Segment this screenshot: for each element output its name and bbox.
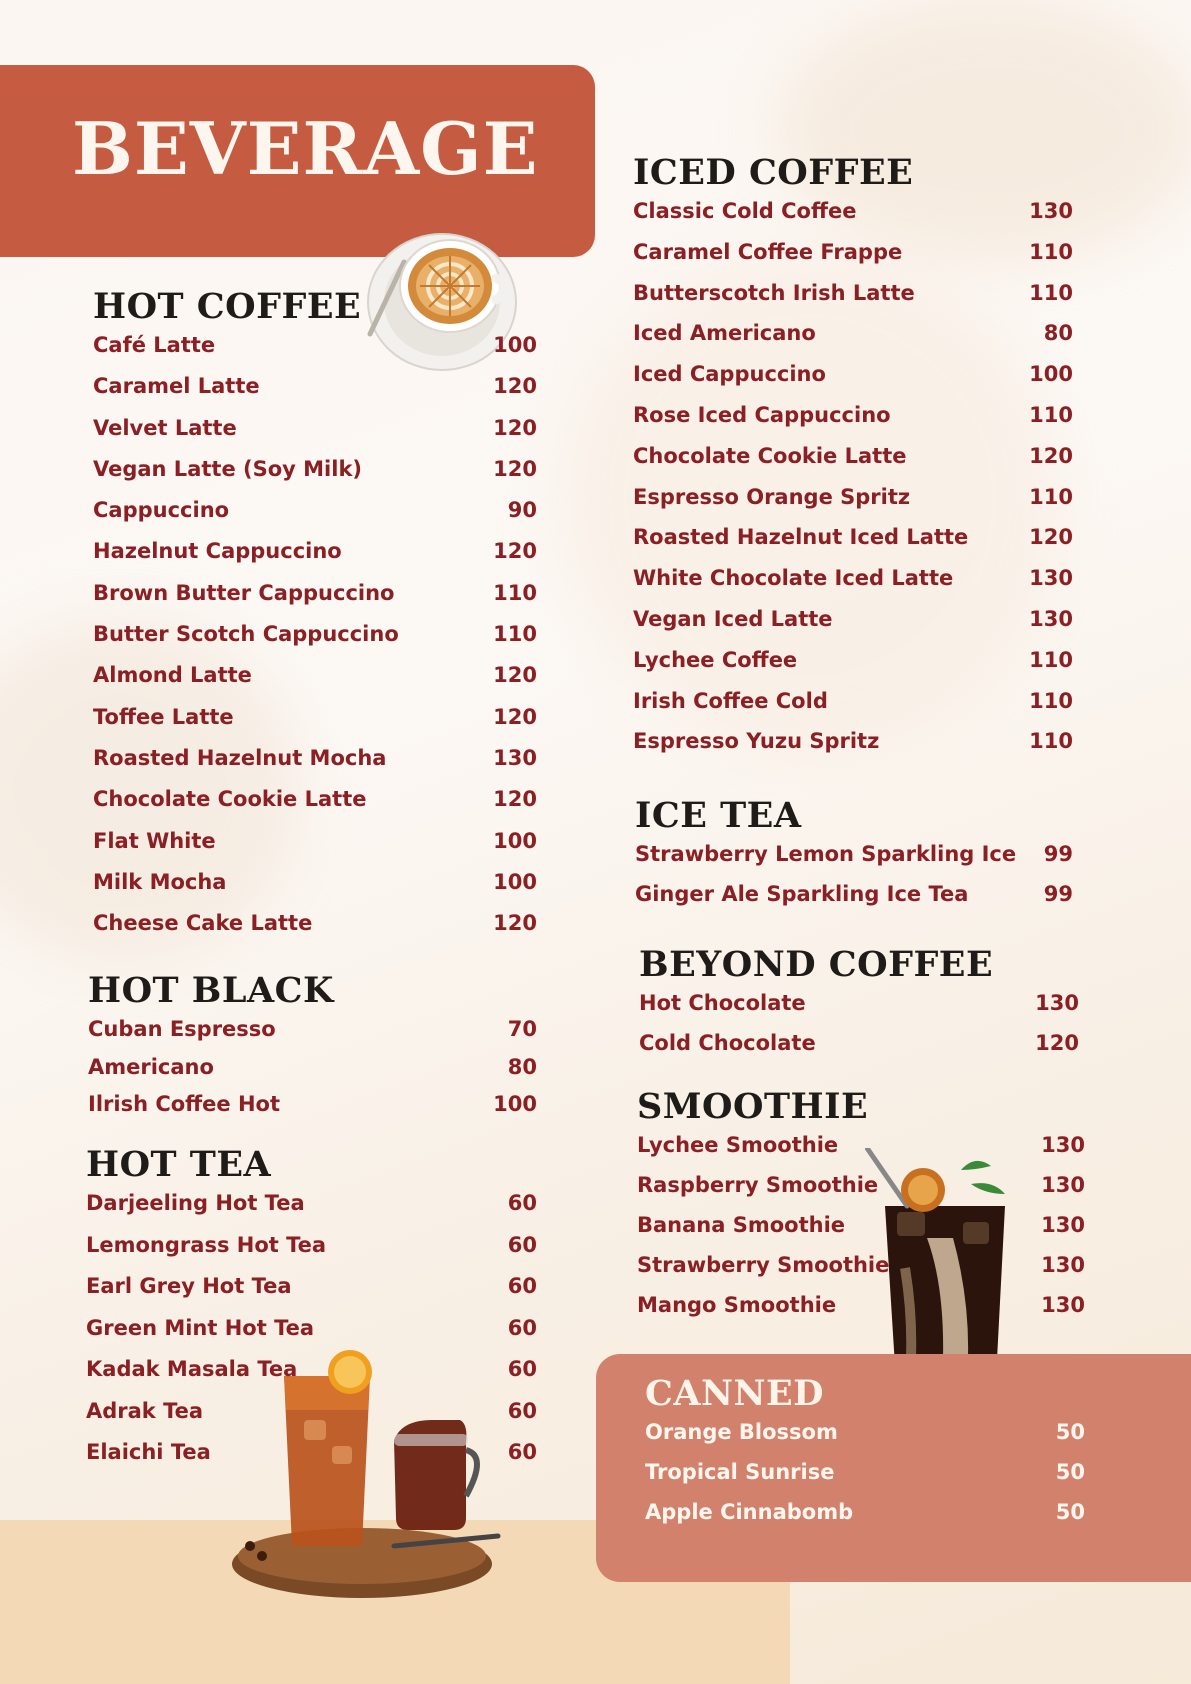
menu-item-price: 60 [507,1232,537,1257]
menu-item-name: Butter Scotch Cappuccino [93,622,399,647]
menu-item-price: 110 [1029,402,1073,427]
menu-item-price: 120 [493,911,537,936]
menu-item-name: Café Latte [93,333,216,357]
menu-item [633,607,1073,648]
menu-item-price: 60 [507,1398,537,1423]
menu-item-price: 130 [1041,1293,1085,1317]
menu-item [633,648,1073,689]
menu-item-name: Orange Blossom [645,1420,838,1444]
menu-item-price: 130 [1029,566,1073,591]
menu-item-name: Raspberry Smoothie [637,1173,879,1197]
menu-item [637,1173,1085,1213]
item-list [635,842,1073,922]
menu-item-price: 120 [493,787,537,812]
menu-item-price: 120 [493,456,537,481]
menu-item-name: Espresso Orange Spritz [633,484,911,509]
menu-item [86,1357,537,1399]
menu-item-name: Lychee Smoothie [637,1133,839,1157]
menu-item-price: 110 [1029,647,1073,672]
menu-item-price: 99 [1043,882,1073,906]
menu-item-name: Strawberry Lemon Sparkling Ice [635,842,1017,866]
menu-item-name: Elaichi Tea [86,1440,211,1464]
menu-item-name: Hazelnut Cappuccino [93,539,342,564]
menu-item [93,663,537,704]
menu-item-name: Tropical Sunrise [645,1460,835,1484]
menu-item-price: 110 [493,580,537,605]
section-heading: ICE TEA [635,795,802,836]
menu-item-price: 50 [1055,1500,1085,1524]
menu-item-name: Caramel Latte [93,374,260,399]
menu-item-price: 120 [493,704,537,729]
menu-item-price: 130 [493,745,537,770]
menu-item [88,1092,537,1130]
section-hot-black [88,970,537,1130]
menu-item-price: 120 [493,663,537,688]
section-heading: ICED COFFEE [633,152,914,193]
menu-item-price: 100 [493,1092,537,1116]
menu-item-name: Cappuccino [93,498,230,523]
menu-item [93,622,537,663]
menu-item-name: Caramel Coffee Frappe [633,239,903,264]
menu-item-price: 130 [1041,1173,1085,1197]
menu-item-name: Roasted Hazelnut Mocha [93,745,387,770]
menu-item-price: 60 [507,1315,537,1340]
section-heading: HOT COFFEE [93,286,362,327]
menu-item-price: 110 [1029,729,1073,754]
menu-item-price: 120 [493,374,537,399]
menu-item [633,281,1073,322]
menu-item-name: Toffee Latte [93,704,234,729]
menu-item-name: Strawberry Smoothie [637,1253,890,1277]
menu-item-price: 120 [1035,1031,1079,1055]
menu-item [637,1253,1085,1293]
menu-item [93,539,537,580]
menu-item [635,882,1073,922]
section-heading: HOT BLACK [88,970,334,1011]
menu-item-price: 80 [507,1054,537,1079]
section-smoothie [637,1086,1085,1333]
menu-item [93,498,537,539]
menu-item-name: Cold Chocolate [639,1031,816,1055]
section-heading: CANNED [645,1373,825,1414]
menu-item [633,525,1073,566]
menu-item [639,991,1079,1031]
menu-item-price: 100 [493,333,537,357]
section-beyond-coffee [639,944,1079,1071]
menu-item-name: Iced Cappuccino [633,362,826,387]
menu-item-price: 130 [1041,1213,1085,1237]
menu-item-name: Green Mint Hot Tea [86,1315,315,1340]
menu-item [86,1399,537,1441]
section-hot-coffee [93,286,537,952]
item-list [645,1420,1085,1540]
menu-item [633,403,1073,444]
menu-item [88,1017,537,1055]
menu-item-price: 120 [493,539,537,564]
menu-item-price: 110 [493,622,537,647]
menu-item-price: 120 [1029,525,1073,550]
menu-item-price: 60 [507,1440,537,1464]
menu-item-name: Chocolate Cookie Latte [93,787,367,812]
menu-item-name: Classic Cold Coffee [633,199,857,223]
menu-item-price: 60 [507,1357,537,1381]
menu-item [645,1460,1085,1500]
menu-item-name: Adrak Tea [86,1398,204,1423]
menu-item [93,416,537,457]
menu-item-price: 50 [1055,1420,1085,1444]
menu-item-name: Chocolate Cookie Latte [633,443,907,468]
menu-item-price: 100 [493,869,537,894]
menu-item-name: Hot Chocolate [639,991,806,1015]
menu-item [93,829,537,870]
menu-item-price: 130 [1041,1253,1085,1277]
page-title: BEVERAGE [72,106,539,191]
menu-item [93,705,537,746]
menu-item [93,581,537,622]
menu-item-price: 100 [1029,362,1073,387]
menu-item [633,444,1073,485]
menu-item-name: Brown Butter Cappuccino [93,580,395,605]
menu-item [633,321,1073,362]
menu-item-price: 120 [1029,443,1073,468]
section-canned [645,1373,1085,1540]
menu-item-price: 70 [507,1017,537,1041]
menu-item-price: 110 [1029,280,1073,305]
menu-item-price: 60 [507,1274,537,1298]
menu-item [639,1031,1079,1071]
menu-item-name: Ginger Ale Sparkling Ice Tea [635,882,969,906]
menu-item [637,1293,1085,1333]
menu-item-price: 90 [507,498,537,523]
menu-item-name: Cuban Espresso [88,1017,276,1041]
menu-item-name: Almond Latte [93,663,252,688]
menu-item-name: Earl Grey Hot Tea [86,1274,292,1298]
section-ice-tea [635,795,1073,922]
menu-item [93,333,537,374]
item-list [86,1191,537,1482]
menu-item-price: 110 [1029,484,1073,509]
menu-item-name: Lychee Coffee [633,647,798,672]
menu-item [86,1440,537,1482]
menu-item-name: Lemongrass Hot Tea [86,1232,327,1257]
menu-item-name: White Chocolate Iced Latte [633,566,954,591]
menu-item-name: Rose Iced Cappuccino [633,402,891,427]
menu-item-name: Mango Smoothie [637,1293,837,1317]
menu-item-name: Vegan Latte (Soy Milk) [93,456,363,481]
menu-item [645,1500,1085,1540]
menu-item-name: Velvet Latte [93,415,237,440]
section-heading: SMOOTHIE [637,1086,869,1127]
menu-item-price: 130 [1029,199,1073,223]
menu-item-price: 100 [493,828,537,853]
item-list [639,991,1079,1071]
menu-item-price: 99 [1043,842,1073,866]
menu-item-price: 110 [1029,688,1073,713]
menu-item-name: Darjeeling Hot Tea [86,1191,305,1215]
menu-item [633,566,1073,607]
menu-item-price: 130 [1041,1133,1085,1157]
section-hot-tea [86,1144,537,1482]
menu-item-name: Banana Smoothie [637,1213,846,1237]
menu-item [637,1133,1085,1173]
section-heading: HOT TEA [86,1144,272,1185]
menu-item [86,1274,537,1316]
menu-item-price: 50 [1055,1460,1085,1484]
item-list [637,1133,1085,1333]
item-list [93,333,537,952]
menu-item-name: Iced Americano [633,321,816,346]
menu-item-name: Kadak Masala Tea [86,1357,298,1381]
menu-item-name: Milk Mocha [93,869,227,894]
item-list [633,199,1073,770]
menu-item-name: Americano [88,1054,214,1079]
menu-item-price: 130 [1029,606,1073,631]
menu-item-price: 120 [493,415,537,440]
menu-item [633,485,1073,526]
menu-item [93,787,537,828]
menu-item [93,374,537,415]
menu-item-name: Ilrish Coffee Hot [88,1092,281,1116]
menu-item-name: Flat White [93,828,216,853]
menu-item [93,746,537,787]
menu-item [93,457,537,498]
menu-item [633,689,1073,730]
menu-item [93,870,537,911]
section-iced-coffee [633,152,1073,770]
menu-item [645,1420,1085,1460]
menu-item-name: Irish Coffee Cold [633,688,828,713]
menu-item [93,911,537,952]
menu-item [86,1316,537,1358]
menu-item [637,1213,1085,1253]
menu-item-name: Roasted Hazelnut Iced Latte [633,525,969,550]
menu-item-price: 60 [507,1191,537,1215]
menu-item [86,1233,537,1275]
menu-item [633,199,1073,240]
menu-item [86,1191,537,1233]
menu-item-price: 80 [1043,321,1073,346]
menu-item-name: Cheese Cake Latte [93,911,313,936]
menu-item-name: Vegan Iced Latte [633,606,833,631]
menu-item [633,362,1073,403]
menu-item-name: Butterscotch Irish Latte [633,280,915,305]
item-list [88,1017,537,1130]
menu-item-price: 130 [1035,991,1079,1015]
menu-item [88,1055,537,1093]
menu-item-price: 110 [1029,239,1073,264]
section-heading: BEYOND COFFEE [639,944,994,985]
menu-item [633,240,1073,281]
menu-item-name: Apple Cinnabomb [645,1500,854,1524]
menu-item-name: Espresso Yuzu Spritz [633,729,880,754]
menu-item [635,842,1073,882]
menu-item [633,729,1073,770]
